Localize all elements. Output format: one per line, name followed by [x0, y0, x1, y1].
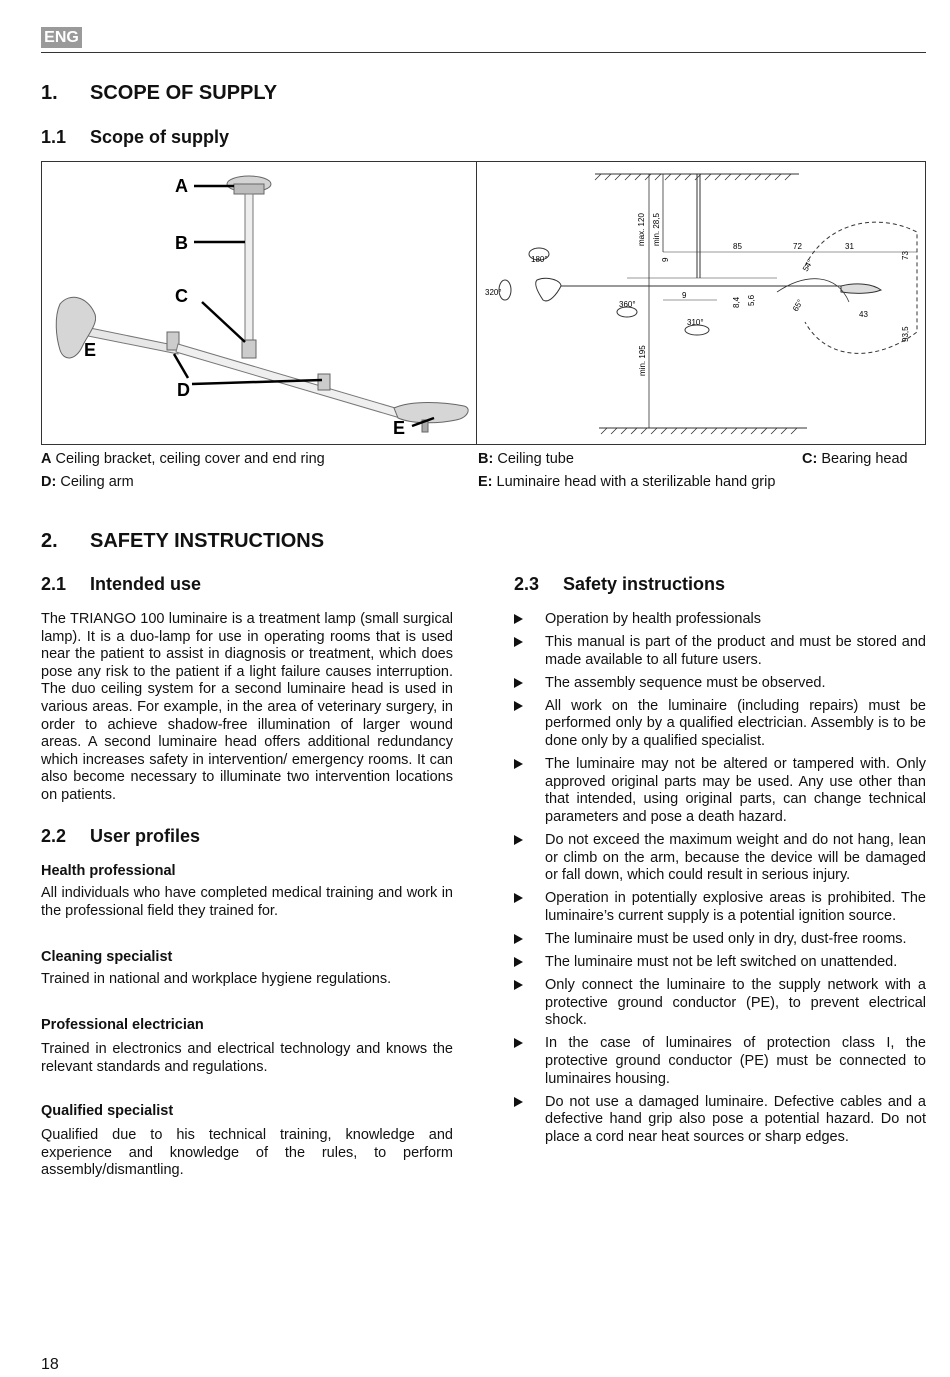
section-title: SAFETY INSTRUCTIONS: [90, 530, 325, 552]
left-luminaire-outline: [536, 278, 561, 301]
legend-b: [478, 451, 574, 467]
section-number: 1.: [41, 82, 58, 104]
language-badge: ENG: [41, 27, 82, 48]
bullet-arrow-icon: [514, 934, 523, 944]
bullet-arrow-icon: [514, 893, 523, 903]
luminaire-illustration: [42, 162, 476, 444]
list-item: [514, 977, 926, 1030]
list-item-text: Do not use a damaged luminaire. Defective cables and a defective hand grip also pose a potential hazard. Do not place a cord near heat sources or sharp edges.: [545, 1093, 926, 1145]
legend-d: [41, 474, 134, 490]
floor-hatch: [601, 428, 797, 434]
list-item-text: Only connect the luminaire to the supply network with a protective ground conductor (PE), to prevent electrical shock.: [545, 977, 926, 1029]
legend-key: C:: [802, 451, 818, 467]
bullet-arrow-icon: [514, 701, 523, 711]
profile-text: Qualified due to his technical training, knowledge and experience and knowledge of the rules, to perform assembly/dismantling.: [41, 1127, 453, 1179]
bullet-arrow-icon: [514, 1097, 523, 1107]
legend-a: [41, 451, 325, 467]
list-item: [514, 1035, 926, 1088]
profile-text: Trained in national and workplace hygiene regulations.: [41, 971, 392, 987]
list-item: [514, 634, 926, 669]
section-number: 2.: [41, 530, 58, 552]
bullet-arrow-icon: [514, 1038, 523, 1048]
legend-text: Ceiling tube: [493, 451, 574, 467]
list-item: [514, 954, 926, 972]
safety-instructions-list: [514, 611, 926, 1152]
legend-key: E:: [478, 474, 493, 490]
section-2-3-heading: [514, 574, 725, 595]
bullet-arrow-icon: [514, 614, 523, 624]
profile-title: Qualified specialist: [41, 1103, 174, 1119]
list-item: [514, 832, 926, 885]
ceiling-cover-shape: [234, 184, 264, 194]
callout-d-line: [174, 354, 188, 378]
bullet-arrow-icon: [514, 678, 523, 688]
right-joint-shape: [318, 374, 330, 390]
list-item: [514, 675, 926, 693]
dim-310: 310°: [687, 318, 704, 327]
bullet-arrow-icon: [514, 957, 523, 967]
dim-54-deg: 54°: [800, 258, 815, 273]
dim-93-5: 93,5: [901, 326, 910, 342]
dim-320: 320°: [485, 288, 502, 297]
section-title: User profiles: [90, 826, 201, 846]
dim-8-4: 8,4: [732, 296, 741, 308]
list-item: [514, 931, 926, 949]
list-item: [514, 890, 926, 925]
list-item: [514, 698, 926, 751]
profile-title: Professional electrician: [41, 1017, 204, 1033]
section-title: SCOPE OF SUPPLY: [90, 82, 278, 104]
tilt-arc: [777, 279, 849, 302]
list-item-text: The assembly sequence must be observed.: [545, 674, 826, 691]
legend-text: Luminaire head with a sterilizable hand grip: [492, 474, 776, 490]
left-arm-shape: [88, 328, 178, 354]
dim-43: 43: [859, 310, 868, 319]
legend-text: Ceiling arm: [56, 474, 134, 490]
section-title: Safety instructions: [563, 574, 726, 594]
profile-text: Trained in electronics and electrical technology and knows the relevant standards and regulations.: [41, 1041, 453, 1075]
dim-72: 72: [793, 242, 802, 251]
section-1-heading: [41, 82, 277, 105]
section-1-1-heading: [41, 127, 229, 148]
dim-65-deg: 65°: [790, 298, 805, 313]
dim-max-120: max. 120: [637, 213, 646, 246]
legend-key: B:: [478, 451, 494, 467]
profile-text: All individuals who have completed medical training and work in the professional field they trained for.: [41, 885, 453, 919]
section-number: 1.1: [41, 127, 67, 147]
intended-use-paragraph: The TRIANGO 100 luminaire is a treatment lamp (small surgical lamp). It is a duo-lamp for use in operating rooms that is used near the patient to assist in diagnosis or treatment, which does pose any risk to the patient if a light failure causes interruption. The duo ceiling system for a second luminaire head is used in various areas. For example, in the area of veterinary surgery, in order to achieve shadow-free illumination of larger wound areas. A second luminaire head offers additional redundancy which increases safety in intervention/ emergency rooms. It can also become necessary to illuminate two intervention locations on patients.: [41, 611, 453, 803]
callout-a: A: [175, 176, 188, 196]
list-item-text: This manual is part of the product and must be stored and made available to all future users.: [545, 634, 926, 668]
callout-c: C: [175, 286, 188, 306]
section-title: Intended use: [90, 574, 202, 594]
callout-d: D: [177, 380, 190, 400]
callout-e-left: E: [84, 340, 97, 360]
section-2-2-heading: [41, 826, 200, 847]
dim-73: 73: [901, 251, 910, 260]
dim-360: 360°: [619, 300, 636, 309]
bullet-arrow-icon: [514, 980, 523, 990]
dim-31: 31: [845, 242, 854, 251]
section-title: Scope of supply: [90, 127, 230, 147]
dim-85: 85: [733, 242, 742, 251]
section-2-heading: [41, 530, 324, 553]
section-number: 2.1: [41, 574, 67, 594]
dim-min-195: min. 195: [638, 345, 647, 376]
list-item-text: The luminaire may not be altered or tampered with. Only approved original parts may be used. Any use other than that intended, using original parts, can change technical parameters and pose a death hazard.: [545, 756, 926, 825]
bullet-arrow-icon: [514, 835, 523, 845]
legend-e: [478, 474, 775, 490]
dim-9-bottom: 9: [682, 291, 687, 300]
legend-key: A: [41, 451, 52, 467]
dim-180: 180°: [531, 255, 548, 264]
list-item-text: The luminaire must be used only in dry, dust-free rooms.: [545, 931, 907, 947]
list-item-text: In the case of luminaires of protection class I, the protective ground conductor (PE) must be connected to luminaires housing.: [545, 1035, 926, 1087]
bullet-arrow-icon: [514, 637, 523, 647]
dim-9-top: 9: [661, 257, 670, 262]
profile-title: Cleaning specialist: [41, 949, 173, 965]
ceiling-tube-shape: [245, 194, 253, 344]
list-item: [514, 756, 926, 826]
section-number: 2.2: [41, 826, 67, 846]
list-item-text: The luminaire must not be left switched on unattended.: [545, 954, 898, 971]
header-rule: [41, 52, 926, 53]
legend-text: Ceiling bracket, ceiling cover and end ring: [51, 451, 325, 467]
list-item-text: Operation in potentially explosive areas is prohibited. The luminaire’s current supply is a potential ignition source.: [545, 890, 926, 924]
callout-c-line: [202, 302, 245, 342]
profile-title: Health professional: [41, 863, 176, 879]
dimension-drawing: [477, 162, 925, 444]
bullet-arrow-icon: [514, 759, 523, 769]
section-2-1-heading: [41, 574, 201, 595]
legend-c: [802, 451, 908, 467]
list-item-text: Operation by health professionals: [545, 611, 762, 627]
callout-b: B: [175, 233, 188, 253]
page-number: 18: [41, 1356, 59, 1373]
dim-min-28-5: min. 28,5: [652, 213, 661, 246]
right-luminaire-outline: [841, 284, 881, 293]
list-item: [514, 1094, 926, 1147]
ceiling-hatch: [595, 174, 791, 180]
legend-key: D:: [41, 474, 57, 490]
dim-5-6: 5,6: [747, 294, 756, 306]
list-item-text: Do not exceed the maximum weight and do not hang, lean or climb on the arm, because the device will be damaged or fall down, which could result in serious injury.: [545, 832, 926, 884]
list-item: [514, 611, 926, 629]
section-number: 2.3: [514, 574, 540, 594]
callout-e-right: E: [393, 418, 406, 438]
legend-text: Bearing head: [817, 451, 908, 467]
list-item-text: All work on the luminaire (including repairs) must be performed only by a qualified electrician. Assembly is to be done only by a qualified specialist.: [545, 697, 926, 750]
